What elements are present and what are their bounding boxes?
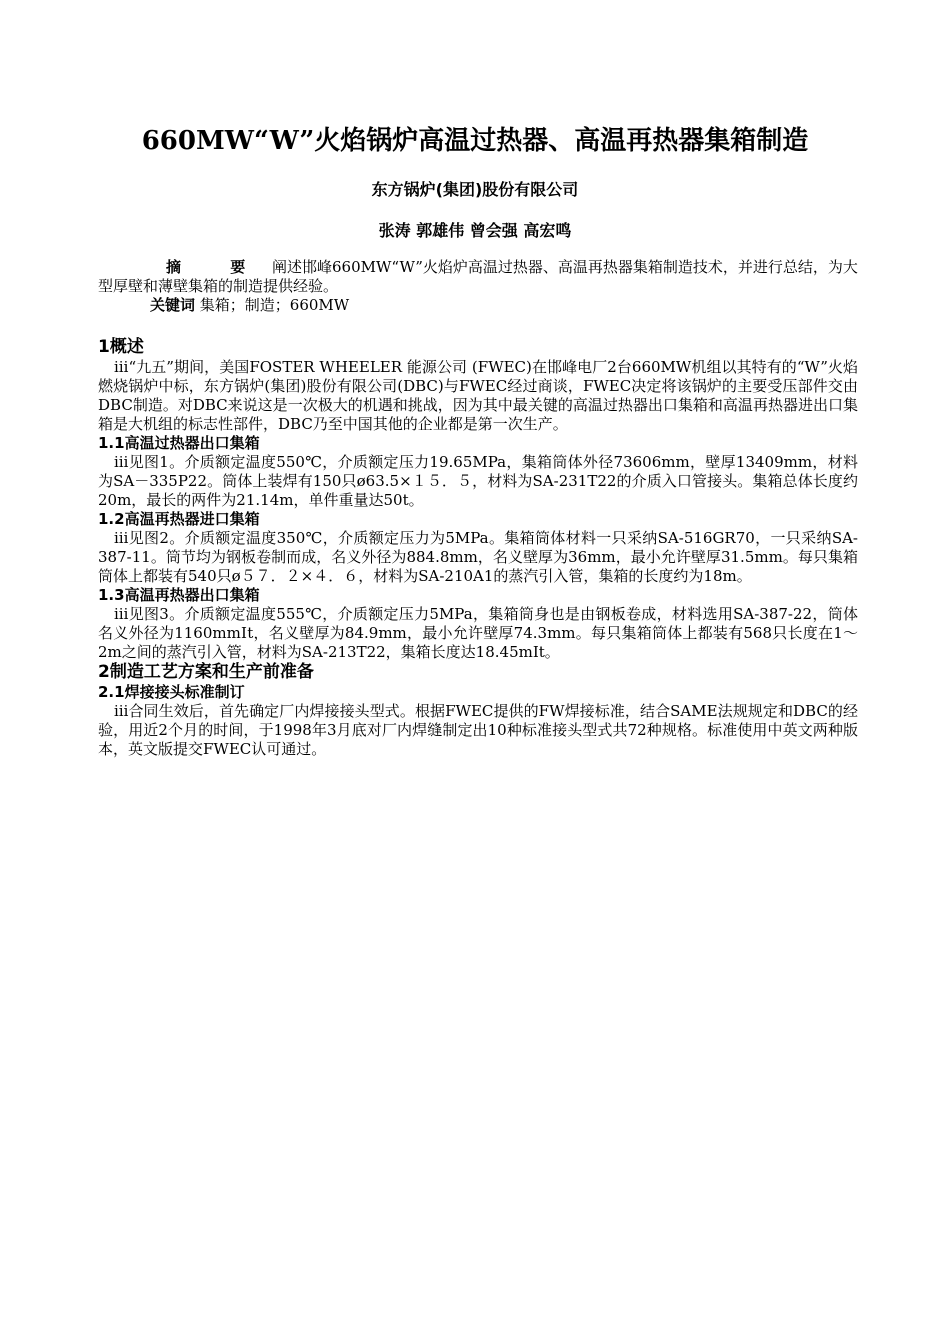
keywords xyxy=(98,296,858,315)
abstract-text: 阐述邯峰660MW“W”火焰炉高温过热器、高温再热器集箱制造技术，并进行总结，为大型厚壁和薄壁集箱的制造提供经验。 xyxy=(98,258,858,295)
paper-title: 660MW“W”火焰锅炉高温过热器、高温再热器集箱制造 xyxy=(141,126,809,156)
subsection-heading-1-1: 1.1高温过热器出口集箱 xyxy=(98,434,260,452)
organization: 东方锅炉(集团)股份有限公司 xyxy=(371,180,579,199)
authors: 张涛 郭雄伟 曾会强 高宏鸣 xyxy=(378,221,572,240)
subsection-heading-2-1: 2.1焊接接头标准制订 xyxy=(98,683,245,701)
subsection-1-3-paragraph: ⅲ见图3。介质额定温度555℃，介质额定压力5MPa，集箱筒身也是由钢板卷成，材料选用SA-387-22，筒体名义外径为1160mmⅠt，名义壁厚为84.9mm，最小允许壁厚74.3mm。每只集箱筒体上都装有568只长度在1～2m之间的蒸汽引入管，材料为SA-213T22，集箱长度达18.45mⅠt。 xyxy=(98,605,858,661)
abstract xyxy=(98,258,858,296)
subsection-1-2-paragraph: ⅲ见图2。介质额定温度350℃，介质额定压力为5MPa。集箱筒体材料一只采纳SA-516GR70，一只采纳SA-387-11。筒节均为钢板卷制而成，名义外径为884.8mm，名义壁厚为36mm，最小允许壁厚31.5mm。每只集箱筒体上都装有540只ø５７．２×４．６，材料为SA-210A1的蒸汽引入管，集箱的长度约为18m。 xyxy=(98,529,858,585)
section-1-paragraph: ⅲ“九五”期间，美国FOSTER WHEELER 能源公司 (FWEC)在邯峰电厂2台660MW机组以其特有的“W”火焰燃烧锅炉中标，东方锅炉(集团)股份有限公司(DBC)与FWEC经过商谈，FWEC决定将该锅炉的主要受压部件交由DBC制造。对DBC来说这是一次极大的机遇和挑战，因为其中最关键的高温过热器出口集箱和高温再热器进出口集箱是大机组的标志性部件，DBC乃至中国其他的企业都是第一次生产。 xyxy=(98,358,858,433)
keywords-label: 关键词 xyxy=(150,296,196,314)
subsection-2-1-paragraph: ⅲ合同生效后，首先确定厂内焊接接头型式。根据FWEC提供的FW焊接标准，结合SAME法规规定和DBC的经验，用近2个月的时间，于1998年3月底对厂内焊缝制定出10种标准接头型式共72种规格。标准使用中英文两种版本，英文版提交FWEC认可通过。 xyxy=(98,702,858,758)
subsection-heading-1-2: 1.2高温再热器进口集箱 xyxy=(98,510,260,528)
section-heading-2: 2制造工艺方案和生产前准备 xyxy=(98,662,314,682)
subsection-heading-1-3: 1.3高温再热器出口集箱 xyxy=(98,586,260,604)
keywords-text: 集箱；制造；660MW xyxy=(199,296,350,314)
abstract-label: 摘 要 xyxy=(166,258,268,276)
section-heading-1: 1概述 xyxy=(98,337,144,357)
subsection-1-1-paragraph: ⅲ见图1。介质额定温度550℃，介质额定压力19.65MPa，集箱筒体外径73606mm，壁厚13409mm，材料为SA－335P22。筒体上装焊有150只ø63.5×１５．５，材料为SA-231T22的介质入口管接头。集箱总体长度约20m，最长的两件为21.14m，单件重量达50t。 xyxy=(98,453,858,509)
paper-body xyxy=(98,258,858,759)
